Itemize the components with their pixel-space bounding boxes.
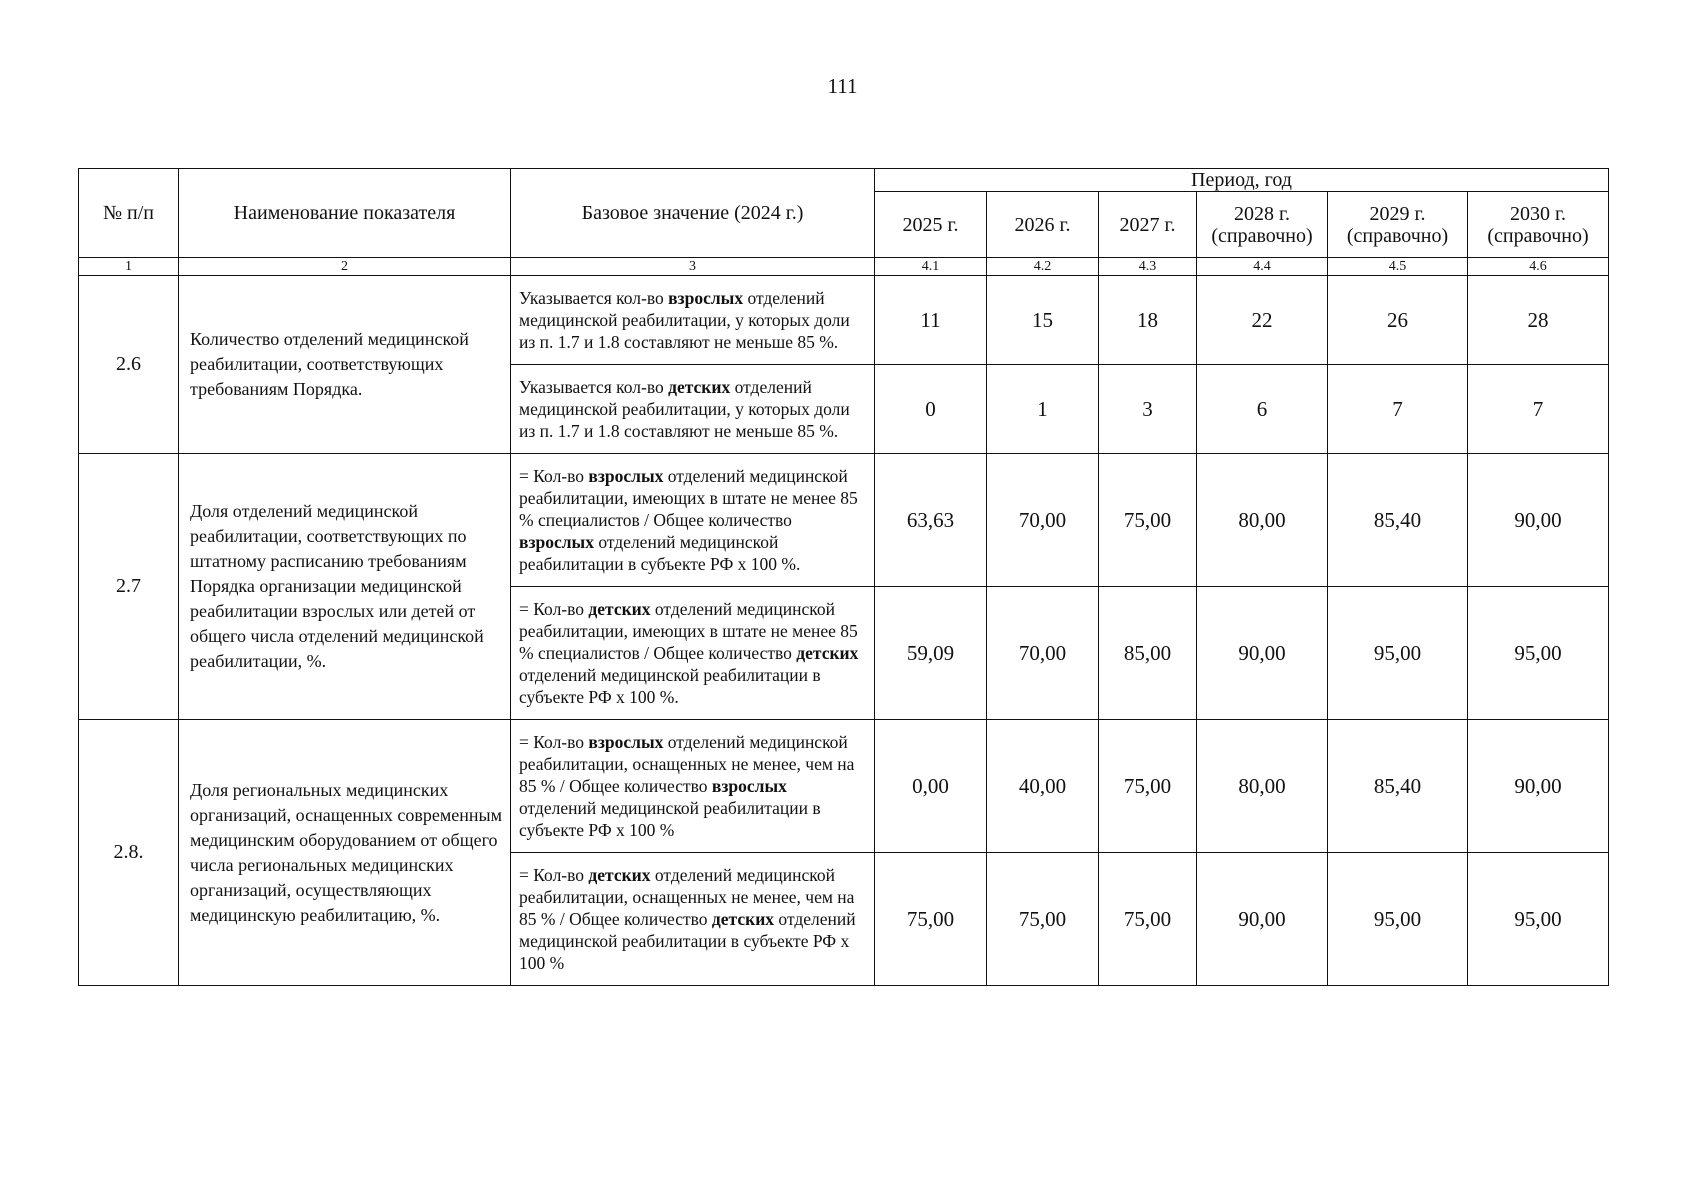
value-cell: 85,40 <box>1328 454 1468 587</box>
column-number: 4.2 <box>987 258 1099 276</box>
indicator-number: 2.7 <box>79 454 179 720</box>
indicator-name: Доля отделений медицинской реабилитации, соответствующих по штатному расписанию требованиям Порядка организации медицинской реабилитации взрослых или детей от общего числа отделений медицинской реабилитации, %. <box>179 454 511 720</box>
header-year-label: 2026 г. <box>1014 213 1071 236</box>
header-year-note: (справочно) <box>1211 224 1313 247</box>
description-emphasis: детских <box>588 599 651 619</box>
base-value-description <box>511 853 875 986</box>
description-text: отделений медицинской реабилитации, оснащенных не менее, чем на 85 % / Общее количество <box>519 865 855 929</box>
header-year-label: 2025 г. <box>902 213 959 236</box>
column-number: 4.6 <box>1468 258 1609 276</box>
description-text: = Кол-во <box>519 732 589 752</box>
value-cell: 75,00 <box>1099 720 1197 853</box>
value-cell: 18 <box>1099 276 1197 365</box>
column-number: 4.3 <box>1099 258 1197 276</box>
header-base: Базовое значение (2024 г.) <box>511 169 875 258</box>
description-emphasis: детских <box>588 865 651 885</box>
value-cell: 95,00 <box>1328 587 1468 720</box>
header-year <box>1328 192 1468 258</box>
description-emphasis: детских <box>711 909 775 929</box>
value-cell: 7 <box>1468 365 1609 454</box>
value-cell: 70,00 <box>987 587 1099 720</box>
description-emphasis: детских <box>668 377 731 397</box>
description-text: = Кол-во <box>519 466 589 486</box>
value-cell: 80,00 <box>1197 454 1328 587</box>
table-row <box>79 276 1609 365</box>
base-value-description <box>511 587 875 720</box>
header-year-note: (справочно) <box>1346 224 1449 247</box>
description-text: = Кол-во <box>519 599 589 619</box>
value-cell: 90,00 <box>1468 454 1609 587</box>
value-cell: 75,00 <box>987 853 1099 986</box>
header-year <box>1197 192 1328 258</box>
column-number: 1 <box>79 258 179 276</box>
header-year-label: 2030 г. <box>1510 202 1566 225</box>
value-cell: 11 <box>875 276 987 365</box>
base-value-description <box>511 365 875 454</box>
value-cell: 63,63 <box>875 454 987 587</box>
description-text: отделений медицинской реабилитации, у которых доли из п. 1.7 и 1.8 составляют не меньше 85 %. <box>519 377 850 441</box>
base-value-description <box>511 454 875 587</box>
indicator-number: 2.6 <box>79 276 179 454</box>
description-text: отделений медицинской реабилитации, имеющих в штате не менее 85 % специалистов / Общее количество <box>519 599 858 663</box>
description-text: = Кол-во <box>519 865 589 885</box>
description-text: отделений медицинской реабилитации, имеющих в штате не менее 85 % специалистов / Общее количество <box>519 466 858 530</box>
value-cell: 28 <box>1468 276 1609 365</box>
value-cell: 75,00 <box>875 853 987 986</box>
indicator-name: Доля региональных медицинских организаций, оснащенных современным медицинским оборудованием от общего числа региональных медицинских организаций, осуществляющих медицинскую реабилитацию, %. <box>179 720 511 986</box>
page-number: 111 <box>827 74 858 98</box>
description-text: отделений медицинской реабилитации, у которых доли из п. 1.7 и 1.8 составляют не меньше 85 %. <box>519 288 850 352</box>
value-cell: 95,00 <box>1328 853 1468 986</box>
description-emphasis: взрослых <box>588 732 664 752</box>
value-cell: 85,00 <box>1099 587 1197 720</box>
value-cell: 1 <box>987 365 1099 454</box>
column-number: 2 <box>179 258 511 276</box>
value-cell: 90,00 <box>1197 853 1328 986</box>
header-period: Период, год <box>875 169 1609 192</box>
column-number: 3 <box>511 258 875 276</box>
header-year-label: 2029 г. <box>1369 202 1426 225</box>
description-text: отделений медицинской реабилитации, оснащенных не менее, чем на 85 % / Общее количество <box>519 732 855 796</box>
value-cell: 22 <box>1197 276 1328 365</box>
value-cell: 75,00 <box>1099 853 1197 986</box>
value-cell: 3 <box>1099 365 1197 454</box>
column-number-row <box>79 258 1609 276</box>
indicator-number: 2.8. <box>79 720 179 986</box>
value-cell: 0 <box>875 365 987 454</box>
description-text: отделений медицинской реабилитации в субъекте РФ х 100 %. <box>519 532 801 574</box>
value-cell: 95,00 <box>1468 853 1609 986</box>
header-year <box>875 192 987 258</box>
value-cell: 70,00 <box>987 454 1099 587</box>
value-cell: 0,00 <box>875 720 987 853</box>
table-body <box>79 276 1609 986</box>
base-value-description <box>511 720 875 853</box>
header-num: № п/п <box>79 169 179 258</box>
indicator-name: Количество отделений медицинской реабилитации, соответствующих требованиям Порядка. <box>179 276 511 454</box>
value-cell: 6 <box>1197 365 1328 454</box>
description-emphasis: детских <box>796 643 859 663</box>
value-cell: 80,00 <box>1197 720 1328 853</box>
column-number: 4.5 <box>1328 258 1468 276</box>
header-name: Наименование показателя <box>179 169 511 258</box>
column-number: 4.1 <box>875 258 987 276</box>
header-year <box>987 192 1099 258</box>
description-text: Указывается кол-во <box>519 377 669 397</box>
header-year <box>1468 192 1609 258</box>
header-year-label: 2027 г. <box>1119 213 1176 236</box>
description-text: отделений медицинской реабилитации в субъекте РФ х 100 %. <box>519 665 821 707</box>
description-emphasis: взрослых <box>711 776 787 796</box>
value-cell: 90,00 <box>1468 720 1609 853</box>
description-text: Указывается кол-во <box>519 288 669 308</box>
header-year-note: (справочно) <box>1487 224 1589 247</box>
value-cell: 40,00 <box>987 720 1099 853</box>
header-year-label: 2028 г. <box>1234 202 1290 225</box>
value-cell: 15 <box>987 276 1099 365</box>
value-cell: 85,40 <box>1328 720 1468 853</box>
base-value-description <box>511 276 875 365</box>
value-cell: 75,00 <box>1099 454 1197 587</box>
table-row <box>79 454 1609 587</box>
description-text: отделений медицинской реабилитации в субъекте РФ х 100 % <box>519 909 856 973</box>
table-row <box>79 720 1609 853</box>
value-cell: 7 <box>1328 365 1468 454</box>
description-text: отделений медицинской реабилитации в субъекте РФ х 100 % <box>519 798 821 840</box>
indicators-table <box>78 168 1609 986</box>
value-cell: 90,00 <box>1197 587 1328 720</box>
value-cell: 59,09 <box>875 587 987 720</box>
description-emphasis: взрослых <box>668 288 744 308</box>
value-cell: 26 <box>1328 276 1468 365</box>
description-emphasis: взрослых <box>588 466 664 486</box>
column-number: 4.4 <box>1197 258 1328 276</box>
header-year <box>1099 192 1197 258</box>
description-emphasis: взрослых <box>519 532 594 552</box>
value-cell: 95,00 <box>1468 587 1609 720</box>
